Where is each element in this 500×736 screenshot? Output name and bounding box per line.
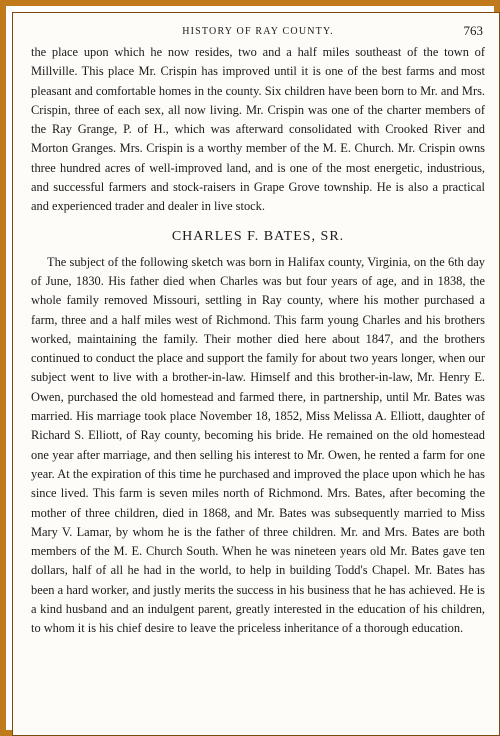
paragraph-bates-biography: The subject of the following sketch was born in Halifax county, Virginia, on the 6th day of June, 1830. His father died when Charles was but four years of age, and in 1838, the whole family removed Missouri, settling in Ray county, where his mother purchased a farm, three and a half miles west of Richmond. This farm young Charles and his brothers worked, maintaining the family. Their mother died here about 1847, and the brothers continued to conduct the place and support the family for about two years longer, when our subject went to live with a brother-in-law. Himself and this brother-in-law, Mr. Henry E. Owen, purchased the old homestead and farmed there, in partnership, until Mr. Bates was married. His marriage took place November 18, 1852, Miss Melissa A. Elliott, daughter of Richard S. Elliott, of Ray county, becoming his bride. He remained on the old homestead one year after marriage, and then selling his interest to Mr. Owen, he rented a farm for one year. At the expiration of this time he purchased and improved the place upon which he has since lived. This farm is seven miles north of Richmond. Mrs. Bates, after becoming the mother of three children, died in 1868, and Mr. Bates was subsequently married to Miss Mary V. Lamar, by whom he is the father of three children. Mr. and Mrs. Bates are both members of the M. E. Church South. When he was nineteen years old Mr. Bates gave ten dollars, half of all he had in the world, to help in building Todd's Chapel. Mr. Bates has been a hard worker, and justly merits the success in his business that he has achieved. He is a kind husband and an indulgent parent, greatly interested in the education of his children, to whom it is his chief desire to leave the priceless inheritance of a thorough education. <box>31 254 485 636</box>
paragraph-crispin-continued: the place upon which he now resides, two and a half miles southeast of the town of Millville. This place Mr. Crispin has improved until it is one of the best farms and most pleasant and comfortable homes in the county. Six children have been born to Mr. and Mrs. Crispin, three of each sex, all now living. Mr. Crispin was one of the charter members of the Ray Grange, P. of H., which was afterward consolidated with Crooked River and Morton Granges. Mrs. Crispin is a worthy member of the M. E. Church. Mr. Crispin owns three hundred acres of well-improved land, and is one of the most energetic, industrious, and successful farmers and stock-raisers in Grape Grove township. He is also a practical and experienced trader and dealer in live stock. <box>31 45 485 214</box>
book-page <box>12 12 500 736</box>
page-header <box>31 23 485 43</box>
section-heading: CHARLES F. BATES, SR. <box>171 228 345 244</box>
page-number: 763 <box>463 23 483 38</box>
running-title: HISTORY OF RAY COUNTY. <box>182 26 334 37</box>
